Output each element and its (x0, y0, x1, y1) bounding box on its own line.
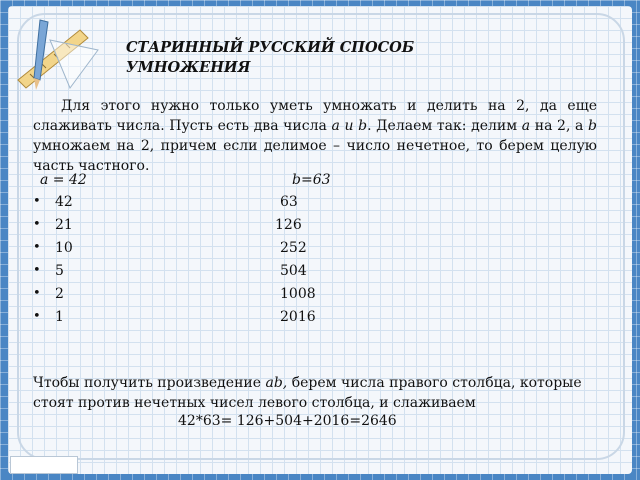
a-label: a = 42 (40, 172, 87, 188)
result-equation: 42*63= 126+504+2016=2646 (178, 413, 397, 429)
outro-text-2: берем числа правого столбца, которые стоят против нечетных чисел левого столбца, и слаживаем (33, 375, 582, 411)
left-value: 10 (55, 240, 73, 256)
left-value: 42 (55, 194, 73, 210)
footer-box (10, 456, 78, 474)
outro-text-1: Чтобы получить произведение (33, 375, 266, 391)
intro-var-ab: a и b (331, 118, 368, 134)
ruler-pencil-icon (10, 10, 110, 100)
right-value: 63 (280, 194, 298, 210)
intro-text-2: . Делаем так: делим (367, 118, 522, 134)
intro-var-b: b (588, 118, 597, 134)
intro-paragraph (33, 96, 597, 176)
b-label: b=63 (292, 172, 331, 188)
intro-text-4: умножаем на 2, причем если делимое – число нечетное, то берем целую часть частного. (33, 138, 597, 174)
left-value: 1 (55, 309, 64, 325)
left-value: 5 (55, 263, 64, 279)
right-value: 126 (275, 217, 302, 233)
page-title: СТАРИННЫЙ РУССКИЙ СПОСОБ УМНОЖЕНИЯ (126, 39, 415, 76)
bullet-icon: • (33, 194, 41, 209)
left-value: 2 (55, 286, 64, 302)
outro-var-ab: ab, (265, 375, 288, 391)
intro-text-3: на 2, а (530, 118, 589, 134)
intro-text-1: Для этого нужно только уметь умножать и делить на 2, да еще слаживать числа. Пусть есть два числа (33, 98, 597, 134)
intro-var-a: a (521, 118, 531, 134)
bullet-icon: • (33, 263, 41, 278)
right-value: 252 (280, 240, 307, 256)
right-value: 504 (280, 263, 307, 279)
outro-paragraph (33, 373, 613, 413)
right-value: 2016 (280, 309, 316, 325)
bullet-icon: • (33, 217, 41, 232)
bullet-icon: • (33, 240, 41, 255)
left-value: 21 (55, 217, 73, 233)
bullet-icon: • (33, 309, 41, 324)
bullet-icon: • (33, 286, 41, 301)
right-value: 1008 (280, 286, 316, 302)
